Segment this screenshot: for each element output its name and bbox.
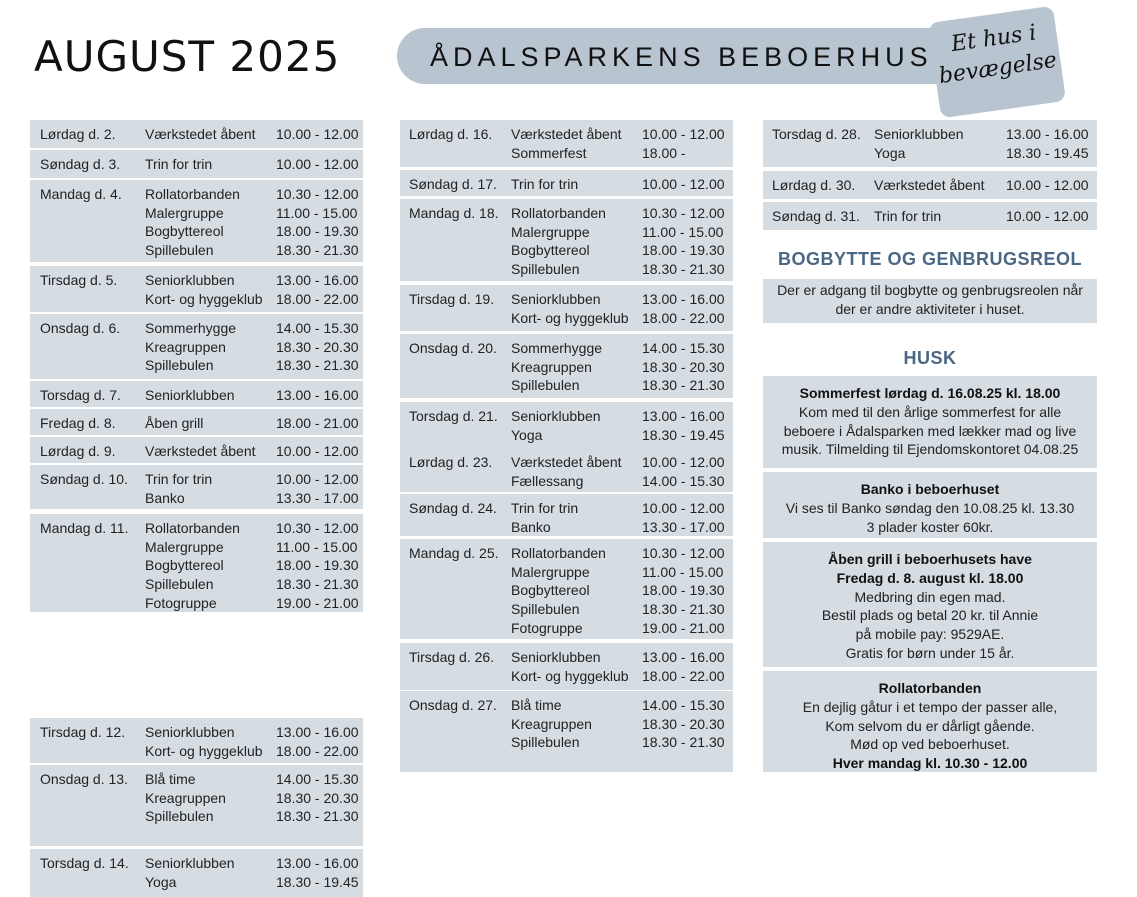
activity-time: 10.00 - 12.00 xyxy=(642,500,725,516)
day-times xyxy=(642,125,725,162)
activity-time: 18.30 - 19.45 xyxy=(276,873,359,890)
day-row xyxy=(30,849,363,897)
day-times xyxy=(276,470,359,507)
day-row xyxy=(400,285,733,331)
day-row xyxy=(30,409,363,435)
activity-time: 11.00 - 15.00 xyxy=(276,538,358,555)
bogbytte-line: der er andre aktiviteter i huset. xyxy=(835,300,1025,317)
activity-name: Malergruppe xyxy=(145,538,224,555)
activity-time: 18.30 - 20.30 xyxy=(642,358,725,375)
activity-name: Bogbyttereol xyxy=(511,242,590,259)
day-date: Onsdag d. 20. xyxy=(409,340,497,356)
activity-name: Seniorklubben xyxy=(874,126,964,142)
note-line: Medbring din egen mad. xyxy=(854,588,1006,605)
activity-name: Værkstedet åbent xyxy=(145,126,256,142)
activity-name: Bogbyttereol xyxy=(145,223,224,240)
org-name: ÅDALSPARKENS BEBOERHUS xyxy=(430,42,933,72)
activity-name: Spillebulen xyxy=(511,601,580,618)
activity-name: Spillebulen xyxy=(145,242,214,259)
activity-name: Fotogruppe xyxy=(145,594,217,611)
activity-time: 18.30 - 21.30 xyxy=(642,734,725,751)
note-subheading: Fredag d. 8. august kl. 18.00 xyxy=(836,569,1024,586)
day-row xyxy=(400,643,733,690)
activity-time: 18.30 - 21.30 xyxy=(642,601,725,618)
activity-name: Malergruppe xyxy=(145,204,224,221)
day-activities xyxy=(145,442,256,461)
activity-time: 18.30 - 19.45 xyxy=(1006,144,1089,161)
day-row xyxy=(30,437,363,463)
day-activities xyxy=(511,175,578,194)
day-row xyxy=(30,514,363,612)
day-activities xyxy=(511,499,578,536)
activity-time: 14.00 - 15.30 xyxy=(642,472,725,489)
day-activities xyxy=(145,185,240,260)
activity-name: Kort- og hyggeklub xyxy=(145,742,263,759)
day-date: Torsdag d. 14. xyxy=(40,855,129,871)
activity-name: Spillebulen xyxy=(511,377,580,394)
note-line: beboere i Ådalsparken med lækker mad og live xyxy=(783,422,1077,439)
note-line: Vi ses til Banko søndag den 10.08.25 kl. 13.30 xyxy=(785,499,1075,516)
activity-time: 10.00 - 12.00 xyxy=(276,156,359,172)
activity-name: Kreagruppen xyxy=(511,715,592,732)
day-activities xyxy=(511,204,606,279)
husk-heading: HUSK xyxy=(903,348,957,368)
activity-time: 18.30 - 20.30 xyxy=(276,338,359,355)
activity-name: Malergruppe xyxy=(511,563,590,580)
day-date: Tirsdag d. 26. xyxy=(409,649,495,665)
day-date: Søndag d. 24. xyxy=(409,500,497,516)
day-activities xyxy=(511,339,602,395)
day-date: Mandag d. 18. xyxy=(409,205,499,221)
slogan-line: bevægelse xyxy=(937,47,1059,90)
activity-time: 18.30 - 21.30 xyxy=(642,261,725,278)
day-date: Lørdag d. 9. xyxy=(40,443,116,459)
activity-time: 18.00 - 19.30 xyxy=(642,242,725,259)
day-times xyxy=(642,290,725,327)
activity-time: 13.00 - 16.00 xyxy=(642,408,725,424)
day-activities xyxy=(511,648,629,685)
note-heading: Åben grill i beboerhusets have xyxy=(828,551,1032,567)
activity-name: Kreagruppen xyxy=(511,358,592,375)
day-date: Torsdag d. 7. xyxy=(40,387,121,403)
day-date: Tirsdag d. 12. xyxy=(40,724,126,740)
activity-name: Seniorklubben xyxy=(511,649,601,665)
day-row xyxy=(30,718,363,763)
activity-time: 18.00 - 22.00 xyxy=(276,742,359,759)
activity-time: 10.00 - 12.00 xyxy=(1006,208,1089,224)
day-row xyxy=(400,448,733,492)
day-date: Tirsdag d. 5. xyxy=(40,272,118,288)
day-activities xyxy=(874,125,964,162)
day-date: Søndag d. 3. xyxy=(40,156,121,172)
day-row xyxy=(30,314,363,379)
activity-time: 14.00 - 15.30 xyxy=(642,697,725,713)
activity-time: 10.00 - 12.00 xyxy=(642,176,725,192)
day-activities xyxy=(145,414,203,433)
day-activities xyxy=(874,207,941,226)
note-rollatorbanden xyxy=(763,671,1097,772)
day-date: Søndag d. 10. xyxy=(40,471,128,487)
activity-name: Seniorklubben xyxy=(145,855,235,871)
activity-time: 14.00 - 15.30 xyxy=(276,771,359,787)
day-row xyxy=(400,120,733,167)
note-grill xyxy=(763,542,1097,667)
day-times xyxy=(1006,125,1089,162)
day-date: Mandag d. 11. xyxy=(40,520,129,536)
day-row xyxy=(400,494,733,536)
activity-time: 10.00 - 12.00 xyxy=(642,126,725,142)
activity-name: Trin for trin xyxy=(511,500,579,516)
activity-name: Malergruppe xyxy=(511,223,590,240)
day-activities xyxy=(511,696,592,752)
day-times xyxy=(276,414,359,433)
activity-time: 19.00 - 21.00 xyxy=(276,594,359,611)
day-times xyxy=(642,453,725,490)
day-date: Lørdag d. 2. xyxy=(40,126,116,142)
activity-time: 10.00 - 12.00 xyxy=(276,471,359,487)
activity-time: 18.30 - 21.30 xyxy=(276,808,359,825)
day-row xyxy=(30,381,363,407)
activity-time: 18.00 - xyxy=(642,144,686,161)
activity-name: Åben grill xyxy=(145,415,204,431)
note-line: musik. Tilmelding til Ejendomskontoret 04.08.25 xyxy=(781,441,1079,458)
day-activities xyxy=(511,453,622,490)
day-activities xyxy=(145,854,235,891)
note-banko xyxy=(763,472,1097,538)
activity-name: Trin for trin xyxy=(511,176,579,192)
day-times xyxy=(276,723,359,760)
activity-time: 14.00 - 15.30 xyxy=(642,340,725,356)
day-activities xyxy=(874,176,985,195)
day-times xyxy=(276,519,359,613)
activity-name: Spillebulen xyxy=(145,808,214,825)
day-times xyxy=(642,499,725,536)
activity-name: Seniorklubben xyxy=(145,387,235,403)
activity-name: Spillebulen xyxy=(145,357,214,374)
day-date: Søndag d. 17. xyxy=(409,176,497,192)
day-activities xyxy=(145,386,235,405)
day-date: Lørdag d. 16. xyxy=(409,126,493,142)
activity-name: Blå time xyxy=(145,771,196,787)
activity-time: 13.00 - 16.00 xyxy=(1006,126,1089,142)
day-date: Mandag d. 25. xyxy=(409,545,499,561)
bogbytte-line: Der er adgang til bogbytte og genbrugsreolen når xyxy=(777,282,1083,298)
day-times xyxy=(1006,207,1089,226)
day-row xyxy=(763,171,1097,199)
activity-time: 18.00 - 19.30 xyxy=(642,582,725,599)
activity-name: Trin for trin xyxy=(874,208,942,224)
activity-time: 10.00 - 12.00 xyxy=(1006,177,1089,193)
activity-name: Rollatorbanden xyxy=(145,520,240,536)
day-times xyxy=(642,648,725,685)
activity-name: Yoga xyxy=(511,426,543,443)
day-row xyxy=(763,202,1097,230)
day-row xyxy=(30,150,363,178)
activity-time: 13.00 - 16.00 xyxy=(276,272,359,288)
activity-name: Bogbyttereol xyxy=(145,557,224,574)
activity-time: 10.00 - 12.00 xyxy=(642,454,725,470)
note-line: 3 plader koster 60kr. xyxy=(866,518,994,535)
day-row xyxy=(30,465,363,509)
activity-time: 19.00 - 21.00 xyxy=(642,619,725,636)
bogbytte-box xyxy=(763,279,1097,323)
day-row xyxy=(400,334,733,398)
activity-time: 10.30 - 12.00 xyxy=(642,205,725,221)
day-times xyxy=(642,204,725,279)
day-times xyxy=(1006,176,1089,195)
day-date: Tirsdag d. 19. xyxy=(409,291,495,307)
activity-time: 18.30 - 21.30 xyxy=(276,242,359,259)
day-activities xyxy=(145,770,226,826)
bogbytte-heading: BOGBYTTE OG GENBRUGSREOL xyxy=(777,249,1083,269)
day-row xyxy=(30,765,363,846)
day-activities xyxy=(511,290,629,327)
day-row xyxy=(400,691,733,772)
activity-time: 18.30 - 20.30 xyxy=(276,789,359,806)
activity-time: 10.00 - 12.00 xyxy=(276,126,359,142)
day-date: Onsdag d. 6. xyxy=(40,320,121,336)
activity-time: 18.30 - 19.45 xyxy=(642,426,725,443)
activity-time: 18.30 - 21.30 xyxy=(642,377,725,394)
activity-name: Spillebulen xyxy=(511,261,580,278)
day-row xyxy=(400,402,733,449)
note-line: Gratis for børn under 15 år. xyxy=(845,644,1015,661)
note-heading: Banko i beboerhuset xyxy=(860,481,1000,497)
activity-time: 13.00 - 16.00 xyxy=(642,649,725,665)
activity-name: Trin for trin xyxy=(145,156,213,172)
day-date: Søndag d. 31. xyxy=(772,208,860,224)
activity-name: Rollatorbanden xyxy=(511,545,606,561)
activity-name: Sommerhygge xyxy=(145,320,237,336)
day-activities xyxy=(145,519,240,613)
day-activities xyxy=(511,125,622,162)
activity-time: 13.30 - 17.00 xyxy=(276,489,359,506)
day-times xyxy=(276,319,359,375)
day-row xyxy=(30,266,363,312)
day-date: Torsdag d. 21. xyxy=(409,408,498,424)
day-times xyxy=(276,442,359,461)
activity-time: 13.30 - 17.00 xyxy=(642,518,725,535)
activity-name: Seniorklubben xyxy=(511,291,601,307)
activity-time: 11.00 - 15.00 xyxy=(642,563,724,580)
day-times xyxy=(642,407,725,444)
activity-name: Værkstedet åbent xyxy=(145,443,256,459)
activity-name: Værkstedet åbent xyxy=(511,126,622,142)
activity-time: 18.00 - 21.00 xyxy=(276,415,359,431)
day-activities xyxy=(145,319,236,375)
day-date: Onsdag d. 27. xyxy=(409,697,497,713)
activity-time: 14.00 - 15.30 xyxy=(276,320,359,336)
activity-name: Bogbyttereol xyxy=(511,582,590,599)
day-date: Lørdag d. 30. xyxy=(772,177,856,193)
slogan-badge xyxy=(928,6,1066,119)
activity-time: 11.00 - 15.00 xyxy=(642,223,724,240)
note-footer: Hver mandag kl. 10.30 - 12.00 xyxy=(832,755,1028,772)
day-activities xyxy=(145,271,263,308)
activity-time: 18.00 - 22.00 xyxy=(276,290,359,307)
activity-time: 18.30 - 21.30 xyxy=(276,576,359,593)
activity-name: Spillebulen xyxy=(145,576,214,593)
activity-name: Værkstedet åbent xyxy=(874,177,985,193)
activity-name: Sommerhygge xyxy=(511,340,603,356)
day-date: Torsdag d. 28. xyxy=(772,126,861,142)
activity-name: Værkstedet åbent xyxy=(511,454,622,470)
slogan-line: Et hus i xyxy=(949,20,1038,58)
day-date: Onsdag d. 13. xyxy=(40,771,128,787)
activity-name: Rollatorbanden xyxy=(145,186,240,202)
activity-name: Sommerfest xyxy=(511,144,587,161)
activity-name: Seniorklubben xyxy=(145,724,235,740)
page-title: AUGUST 2025 xyxy=(34,32,341,81)
activity-name: Kort- og hyggeklub xyxy=(511,309,629,326)
day-row xyxy=(400,539,733,639)
activity-name: Banko xyxy=(145,489,185,506)
note-line: Mød op ved beboerhuset. xyxy=(850,736,1010,753)
day-date: Lørdag d. 23. xyxy=(409,454,493,470)
activity-name: Kort- og hyggeklub xyxy=(145,290,263,307)
note-sommerfest xyxy=(763,376,1097,468)
activity-name: Trin for trin xyxy=(145,471,213,487)
activity-name: Kreagruppen xyxy=(145,338,226,355)
day-row xyxy=(763,120,1097,167)
day-activities xyxy=(145,125,256,144)
activity-time: 13.00 - 16.00 xyxy=(276,855,359,871)
activity-name: Blå time xyxy=(511,697,562,713)
day-date: Mandag d. 4. xyxy=(40,186,122,202)
activity-name: Fotogruppe xyxy=(511,619,583,636)
activity-name: Rollatorbanden xyxy=(511,205,606,221)
note-heading: Rollatorbanden xyxy=(878,680,982,696)
day-times xyxy=(642,339,725,395)
day-row xyxy=(400,199,733,281)
activity-time: 10.30 - 12.00 xyxy=(276,520,359,536)
activity-time: 18.00 - 19.30 xyxy=(276,223,359,240)
note-line: Kom med til den årlige sommerfest for alle xyxy=(798,403,1062,420)
day-times xyxy=(276,185,359,260)
day-times xyxy=(276,155,359,174)
day-activities xyxy=(145,470,212,507)
day-times xyxy=(276,386,359,405)
day-times xyxy=(642,696,725,752)
activity-time: 18.00 - 22.00 xyxy=(642,667,725,684)
activity-time: 10.30 - 12.00 xyxy=(276,186,359,202)
activity-time: 13.00 - 16.00 xyxy=(276,387,359,403)
day-row xyxy=(30,120,363,148)
activity-name: Yoga xyxy=(874,144,906,161)
activity-name: Fællessang xyxy=(511,472,584,489)
activity-name: Kort- og hyggeklub xyxy=(511,667,629,684)
activity-name: Banko xyxy=(511,518,551,535)
note-line: på mobile pay: 9529AE. xyxy=(855,626,1005,643)
activity-time: 13.00 - 16.00 xyxy=(642,291,725,307)
activity-name: Spillebulen xyxy=(511,734,580,751)
day-times xyxy=(276,125,359,144)
note-line: En dejlig gåtur i et tempo der passer alle, xyxy=(802,698,1058,715)
activity-time: 10.30 - 12.00 xyxy=(642,545,725,561)
day-row xyxy=(30,180,363,262)
day-times xyxy=(276,770,359,826)
day-activities xyxy=(511,407,601,444)
activity-time: 18.00 - 22.00 xyxy=(642,309,725,326)
note-line: Kom selvom du er dårligt gående. xyxy=(825,717,1035,734)
activity-time: 10.00 - 12.00 xyxy=(276,443,359,459)
day-activities xyxy=(145,155,212,174)
day-times xyxy=(642,544,725,638)
activity-name: Kreagruppen xyxy=(145,789,226,806)
day-activities xyxy=(511,544,606,638)
activity-time: 11.00 - 15.00 xyxy=(276,204,358,221)
day-times xyxy=(642,175,725,194)
activity-time: 18.00 - 19.30 xyxy=(276,557,359,574)
day-times xyxy=(276,854,359,891)
note-heading: Sommerfest lørdag d. 16.08.25 kl. 18.00 xyxy=(799,385,1061,401)
activity-time: 13.00 - 16.00 xyxy=(276,724,359,740)
activity-name: Seniorklubben xyxy=(145,272,235,288)
day-date: Fredag d. 8. xyxy=(40,415,116,431)
day-activities xyxy=(145,723,263,760)
activity-time: 18.30 - 21.30 xyxy=(276,357,359,374)
note-line: Bestil plads og betal 20 kr. til Annie xyxy=(821,607,1039,624)
activity-time: 18.30 - 20.30 xyxy=(642,715,725,732)
day-row xyxy=(400,170,733,196)
activity-name: Yoga xyxy=(145,873,177,890)
activity-name: Seniorklubben xyxy=(511,408,601,424)
day-times xyxy=(276,271,359,308)
